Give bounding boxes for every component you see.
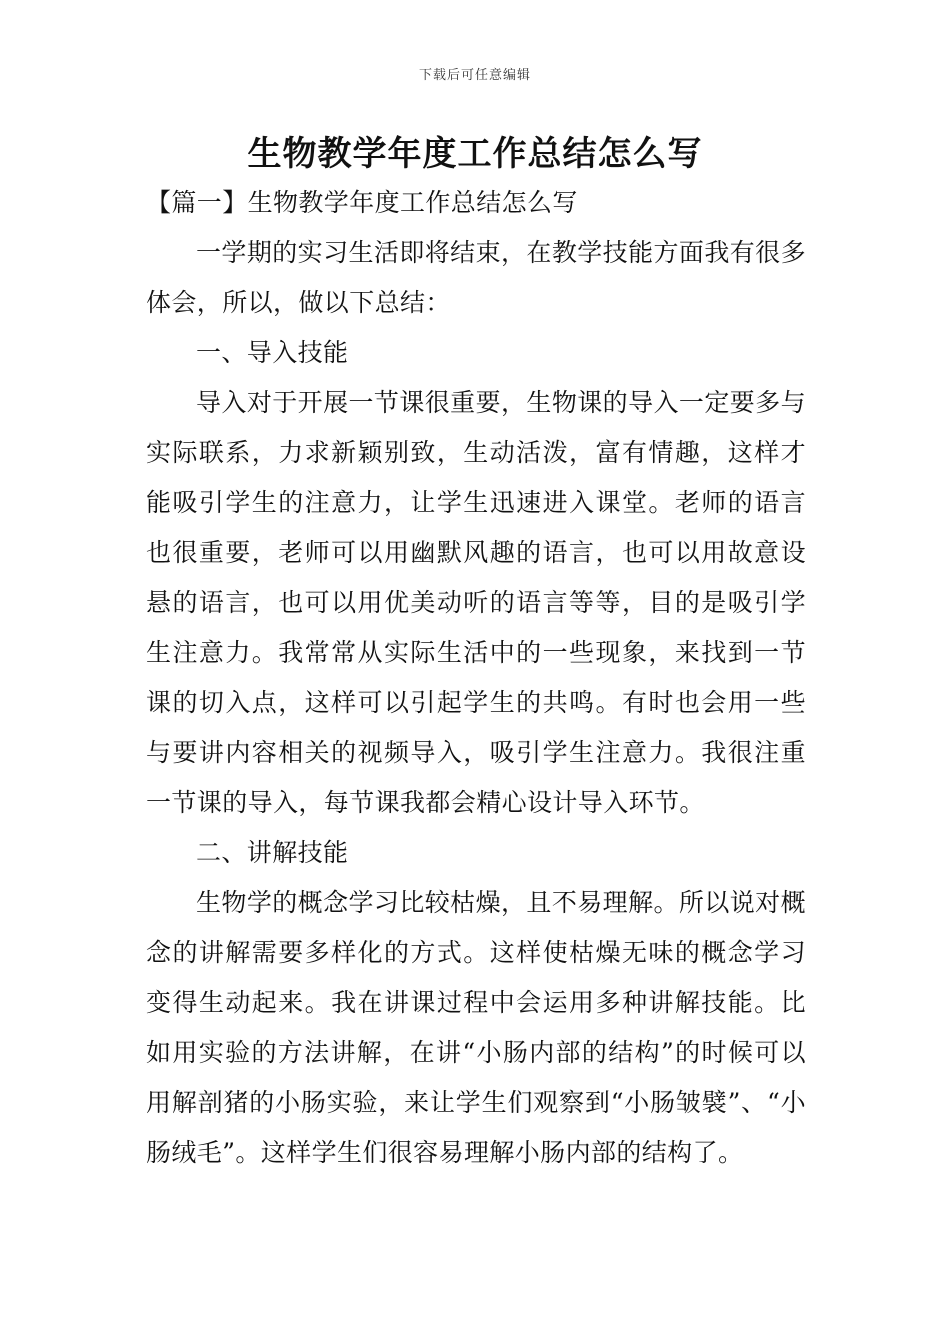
part-one-heading: 【篇一】生物教学年度工作总结怎么写: [146, 188, 578, 217]
section-heading-explanation-skill: 二、讲解技能: [196, 838, 349, 867]
intro-paragraph: 一学期的实习生活即将结束，在教学技能方面我有很多体会，所以，做以下总结：: [146, 238, 806, 317]
document-title: 生物教学年度工作总结怎么写: [247, 134, 703, 174]
explanation-skill-paragraph: 生物学的概念学习比较枯燥，且不易理解。所以说对概念的讲解需要多样化的方式。这样使枯燥无味的概念学习变得生动起来。我在讲课过程中会运用多种讲解技能。比如用实验的方法讲解，在讲“小肠内部的结构”的时候可以用解剖猪的小肠实验，来让学生们观察到“小肠皱襞”、“小肠绒毛”。这样学生们很容易理解小肠内部的结构了。: [146, 888, 806, 1167]
page-header-note: 下载后可任意编辑: [418, 68, 531, 83]
document-body: [146, 178, 806, 1178]
introduction-skill-paragraph: 导入对于开展一节课很重要，生物课的导入一定要多与实际联系，力求新颖别致，生动活泼，富有情趣，这样才能吸引学生的注意力，让学生迅速进入课堂。老师的语言也很重要，老师可以用幽默风趣的语言，也可以用故意设悬的语言，也可以用优美动听的语言等等，目的是吸引学生注意力。我常常从实际生活中的一些现象，来找到一节课的切入点，这样可以引起学生的共鸣。有时也会用一些与要讲内容相关的视频导入，吸引学生注意力。我很注重一节课的导入，每节课我都会精心设计导入环节。: [146, 388, 806, 817]
section-heading-introduction-skill: 一、导入技能: [196, 338, 349, 367]
